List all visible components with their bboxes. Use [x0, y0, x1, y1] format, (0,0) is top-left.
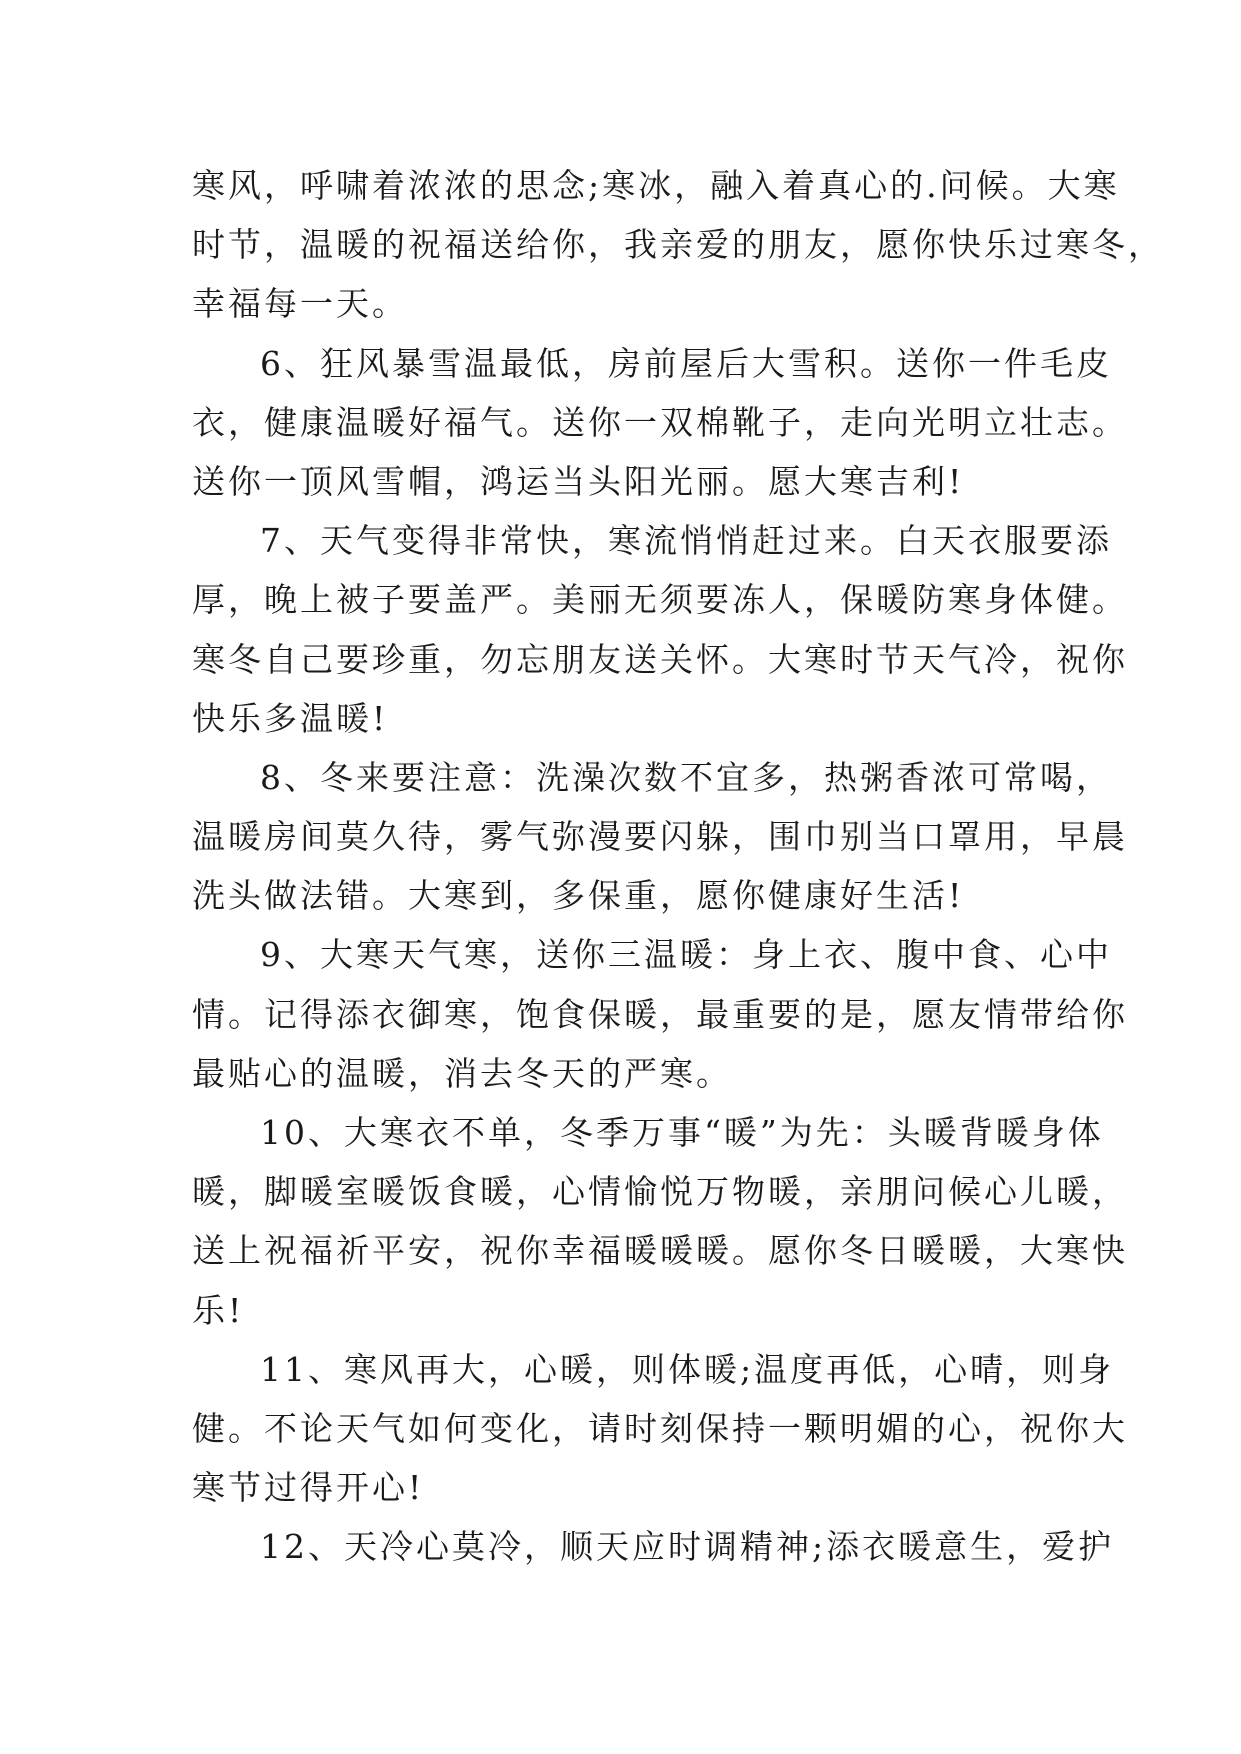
text-line: 快乐多温暖!	[192, 698, 389, 738]
text-line: 时节，温暖的祝福送给你，我亲爱的朋友，愿你快乐过寒冬，	[192, 225, 1164, 265]
text-line: 寒风，呼啸着浓浓的思念;寒冰，融入着真心的.问候。大寒	[192, 166, 1120, 205]
paragraph-start-line: 6、狂风暴雪温最低，房前屋后大雪积。送你一件毛皮	[260, 343, 1112, 383]
document-body	[192, 156, 1164, 1577]
paragraph-start-line: 7、天气变得非常快，寒流悄悄赶过来。白天衣服要添	[260, 521, 1112, 561]
text-line: 洗头做法错。大寒到，多保重，愿你健康好生活!	[192, 876, 965, 916]
text-line: 暖，脚暖室暖饭食暖，心情愉悦万物暖，亲朋问候心儿暖，	[192, 1172, 1128, 1212]
text-line: 幸福每一天。	[192, 284, 408, 324]
text-line: 最贴心的温暖，消去冬天的严寒。	[192, 1053, 732, 1093]
paragraph-start-line: 8、冬来要注意：洗澡次数不宜多，热粥香浓可常喝，	[260, 757, 1112, 797]
text-line: 情。记得添衣御寒，饱食保暖，最重要的是，愿友情带给你	[192, 994, 1128, 1034]
paragraph-start-line: 11、寒风再大，心暖，则体暖;温度再低，心晴，则身	[260, 1349, 1115, 1389]
paragraph-start-line: 9、大寒天气寒，送你三温暖：身上衣、腹中食、心中	[260, 935, 1112, 975]
text-line: 寒冬自己要珍重，勿忘朋友送关怀。大寒时节天气冷，祝你	[192, 639, 1128, 679]
text-line: 厚，晚上被子要盖严。美丽无须要冻人，保暖防寒身体健。	[192, 580, 1128, 620]
text-line: 送上祝福祈平安，祝你幸福暖暖暖。愿你冬日暖暖，大寒快	[192, 1231, 1128, 1271]
paragraph-start-line: 10、大寒衣不单，冬季万事“暖”为先：头暖背暖身体	[260, 1113, 1104, 1152]
text-line: 送你一顶风雪帽，鸿运当头阳光丽。愿大寒吉利!	[192, 461, 965, 501]
text-line: 衣，健康温暖好福气。送你一双棉靴子，走向光明立壮志。	[192, 402, 1128, 442]
text-line: 寒节过得开心!	[192, 1468, 425, 1508]
text-line: 乐!	[192, 1290, 245, 1330]
text-line: 温暖房间莫久待，雾气弥漫要闪躲，围巾别当口罩用，早晨	[192, 817, 1128, 857]
paragraph-start-line: 12、天冷心莫冷，顺天应时调精神;添衣暖意生，爱护	[260, 1527, 1115, 1567]
text-line: 健。不论天气如何变化，请时刻保持一颗明媚的心，祝你大	[192, 1408, 1128, 1448]
